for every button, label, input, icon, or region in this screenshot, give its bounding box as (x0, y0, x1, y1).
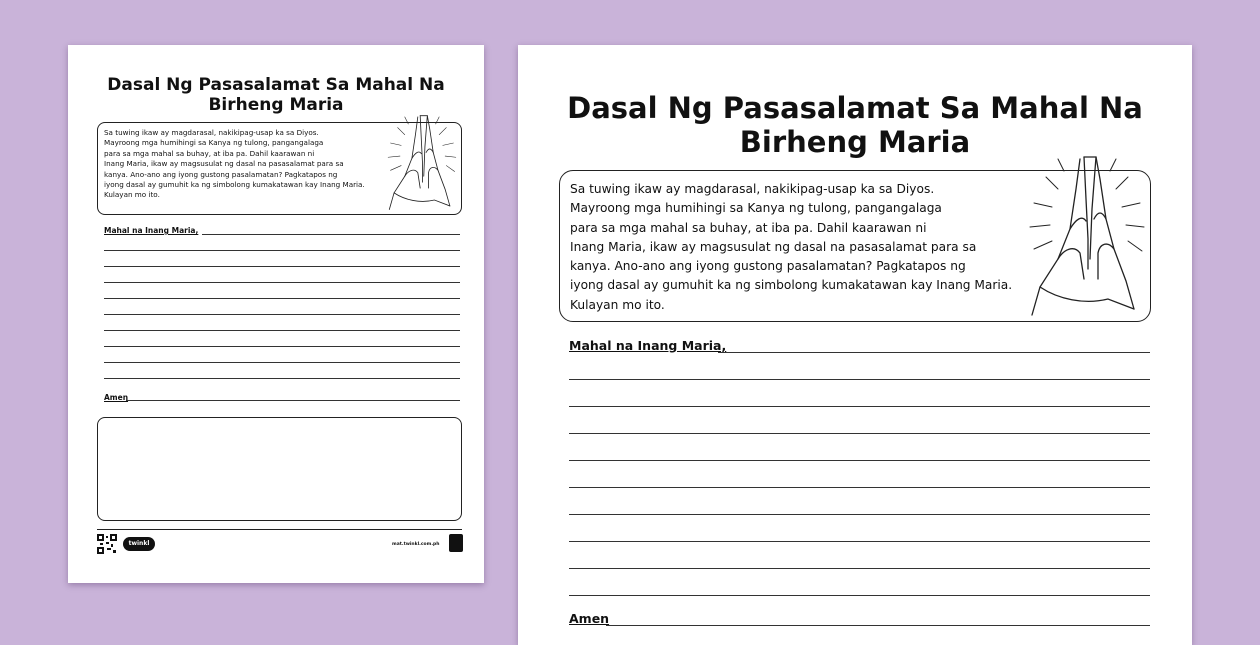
writing-line (606, 625, 1150, 626)
closing-label: Amen (569, 611, 610, 626)
writing-line (569, 514, 1150, 515)
drawing-box (97, 417, 462, 521)
writing-line (569, 541, 1150, 542)
writing-line (104, 314, 460, 315)
intro-box (559, 170, 1151, 322)
worksheet-title: Dasal Ng Pasasalamat Sa Mahal Na Birheng Maria (107, 75, 445, 115)
footer-divider (97, 529, 462, 530)
writing-line (718, 352, 1150, 353)
writing-line (104, 282, 460, 283)
praying-hands-icon (381, 109, 457, 215)
intro-box (97, 122, 462, 215)
writing-line (569, 379, 1150, 380)
greeting-label: Mahal na Inang Maria, (569, 338, 727, 353)
worksheet-title: Dasal Ng Pasasalamat Sa Mahal Na Birheng Maria (567, 91, 1143, 159)
greeting-label: Mahal na Inang Maria, (104, 226, 199, 235)
twinkl-badge-icon (449, 534, 463, 552)
writing-line (104, 330, 460, 331)
praying-hands-icon (1018, 149, 1146, 321)
writing-line (202, 234, 460, 235)
writing-line (104, 298, 460, 299)
writing-line (104, 378, 460, 379)
writing-line (569, 568, 1150, 569)
writing-line (104, 362, 460, 363)
twinkl-logo: twinkl (123, 537, 155, 551)
worksheet-preview-large (518, 45, 1192, 645)
writing-line (126, 400, 460, 401)
qr-code-icon (97, 534, 117, 554)
writing-line (104, 266, 460, 267)
closing-label: Amen (104, 393, 129, 402)
writing-line (104, 346, 460, 347)
writing-line (569, 487, 1150, 488)
writing-line (569, 433, 1150, 434)
intro-text: Sa tuwing ikaw ay magdarasal, nakikipag-usap ka sa Diyos. Mayroong mga humihingi sa Kanya ng tulong, pangangalaga para sa mga mahal sa buhay, at iba pa. Dahil kaarawan ni Inang Maria, ikaw ay magsusulat ng dasal na pasasalamat para sa kanya. Ano-ano ang iyong gustong pasalamatan? Pagkatapos ng iyong dasal ay gumuhit ka ng simbolong kumakatawan kay Inang Maria. Kulayan mo ito. (104, 128, 365, 200)
writing-line (569, 406, 1150, 407)
footer-url: mat.twinkl.com.ph (392, 542, 440, 547)
writing-line (569, 595, 1150, 596)
writing-line (569, 460, 1150, 461)
worksheet-preview-small (68, 45, 484, 583)
writing-line (104, 250, 460, 251)
intro-text: Sa tuwing ikaw ay magdarasal, nakikipag-usap ka sa Diyos. Mayroong mga humihingi sa Kanya ng tulong, pangangalaga para sa mga mahal sa buhay, at iba pa. Dahil kaarawan ni Inang Maria, ikaw ay magsusulat ng dasal na pasasalamat para sa kanya. Ano-ano ang iyong gustong pasalamatan? Pagkatapos ng iyong dasal ay gumuhit ka ng simbolong kumakatawan kay Inang Maria. Kulayan mo ito. (570, 182, 1013, 312)
